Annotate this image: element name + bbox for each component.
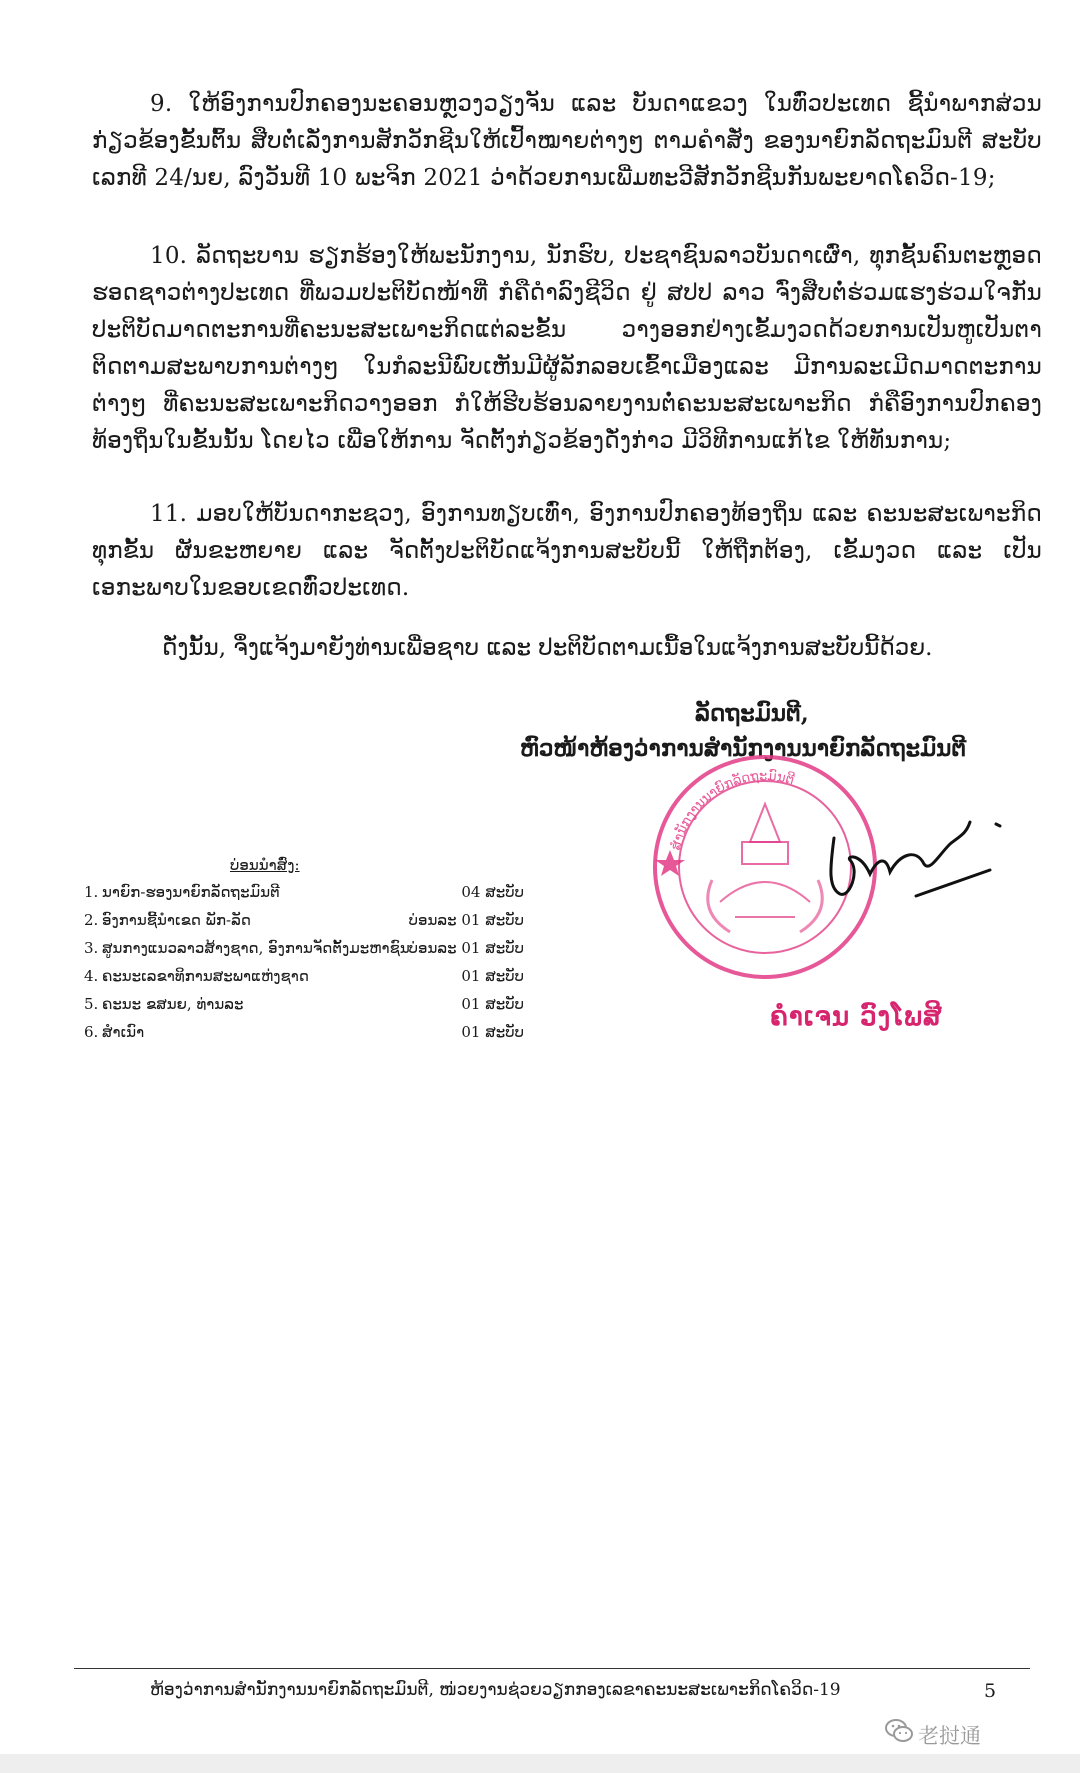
paragraph-10: 10. ລັດຖະບານ ຮຽກຮ້ອງໃຫ້ພະນັກງານ, ນັກຮົບ, ປະຊາຊົນລາວບັນດາເຜົ່າ, ທຸກຊັ້ນຄົນຕະຫຼອດຮອດຊາວຕ່າງປະເທດ ທີ່ພວມປະຕິບັດໜ້າທີ່ ກໍຄືດໍາລົງຊີວິດ ຢູ່ ສປປ ລາວ ຈົ່ງສືບຕໍ່ຮ່ວມແຮງຮ່ວມໃຈກັນ ປະຕິບັດມາດຕະການທີ່ຄະນະສະເພາະກິດແຕ່ລະຂັ້ນ ວາງອອກຢ່າງເຂັ້ມງວດດ້ວຍການເປັນຫູເປັນຕາ ຕິດຕາມສະພາບການຕ່າງໆ ໃນກໍລະນີພົບເຫັນມີຜູ້ລັກລອບເຂົ້າເມືອງແລະ ມີການລະເມີດມາດຕະການຕ່າງໆ ທີ່ຄະນະສະເພາະກິດວາງອອກ ກໍໃຫ້ຮີບຮ້ອນລາຍງານຕໍ່ຄະນະສະເພາະກິດ ກໍຄືອົງການປົກຄອງທ້ອງຖິ່ນໃນຂັ້ນນັ້ນ ໂດຍໄວ ເພື່ອໃຫ້ການ ຈັດຕັ້ງກ່ຽວຂ້ອງດັ່ງກ່າວ ມີວິທີການແກ້ໄຂ ໃຫ້ທັນການ;	[92, 243, 1042, 454]
signatory-office: ຫົວໜ້າຫ້ອງວ່າການສໍານັກງານນາຍົກລັດຖະມົນຕີ	[520, 735, 967, 762]
closing-sentence: ດັ່ງນັ້ນ, ຈຶ່ງແຈ້ງມາຍັງທ່ານເພື່ອຊາບ ແລະ ປະຕິບັດຕາມເນື້ອໃນແຈ້ງການສະບັບນີ້ດ້ວຍ.	[162, 635, 933, 661]
list-item: 2. ອົງການຊີ້ນໍາເຂດ ພັກ-ລັດ ບ່ອນລະ 01 ສະບັບ	[84, 911, 524, 929]
page-number: 5	[984, 1680, 997, 1702]
handwritten-signature	[820, 808, 1010, 918]
distribution-list	[84, 878, 524, 1046]
watermark-text: 老挝通	[918, 1724, 981, 1748]
footer-divider	[74, 1668, 1030, 1669]
svg-text:ສໍານັກງານນາຍົກລັດຖະມົນຕີ: ສໍານັກງານນາຍົກລັດຖະມົນຕີ	[668, 768, 796, 852]
page-bottom-edge	[0, 1754, 1080, 1773]
paragraph-9: 9. ໃຫ້ອົງການປົກຄອງນະຄອນຫຼວງວຽງຈັນ ແລະ ບັນດາແຂວງ ໃນທົ່ວປະເທດ ຊີ້ນໍາພາກສ່ວນກ່ຽວຂ້ອງຂັ້ນຕົ້ນ ສືບຕໍ່ເລັ່ງການສັກວັກຊີນໃຫ້ເປົ້າໝາຍຕ່າງໆ ຕາມຄໍາສັ່ງ ຂອງນາຍົກລັດຖະມົນຕີ ສະບັບເລກທີ 24/ນຍ, ລົງວັນທີ 10 ພະຈິກ 2021 ວ່າດ້ວຍການເພີ່ມທະວີສັກວັກຊີນກັນພະຍາດໂຄວິດ-19;	[92, 91, 1042, 191]
list-item: 6. ສໍາເນົາ 01 ສະບັບ	[84, 1023, 524, 1041]
wechat-icon	[884, 1716, 914, 1746]
list-item: 1. ນາຍົກ-ຮອງນາຍົກລັດຖະມົນຕີ 04 ສະບັບ	[84, 883, 524, 901]
signer-name: ຄໍາເຈນ ວົງໂພສີ	[770, 1002, 943, 1032]
list-item: 4. ຄະນະເລຂາທິການສະພາແຫ່ງຊາດ 01 ສະບັບ	[84, 967, 524, 985]
distribution-title: ບ່ອນນໍາສົ່ງ:	[230, 856, 300, 874]
paragraph-11: 11. ມອບໃຫ້ບັນດາກະຊວງ, ອົງການທຽບເທົ່າ, ອົງການປົກຄອງທ້ອງຖິ່ນ ແລະ ຄະນະສະເພາະກິດທຸກຂັ້ນ ຜັນຂະຫຍາຍ ແລະ ຈັດຕັ້ງປະຕິບັດແຈ້ງການສະບັບນີ້ ໃຫ້ຖືກຕ້ອງ, ເຂັ້ມງວດ ແລະ ເປັນເອກະພາບໃນຂອບເຂດທົ່ວປະເທດ.	[92, 501, 1042, 601]
footer-text: ຫ້ອງວ່າການສໍານັກງານນາຍົກລັດຖະມົນຕີ, ໜ່ວຍງານຊ່ວຍວຽກກອງເລຂາຄະນະສະເພາະກິດໂຄວິດ-19	[150, 1680, 841, 1700]
list-item: 5. ຄະນະ ຂສນຍ, ທ່ານລະ 01 ສະບັບ	[84, 995, 524, 1013]
signatory-title: ລັດຖະມົນຕີ,	[695, 700, 809, 727]
list-item: 3. ສູນກາງແນວລາວສ້າງຊາດ, ອົງການຈັດຕັ້ງມະຫາຊົນ ບ່ອນລະ 01 ສະບັບ	[84, 939, 524, 957]
